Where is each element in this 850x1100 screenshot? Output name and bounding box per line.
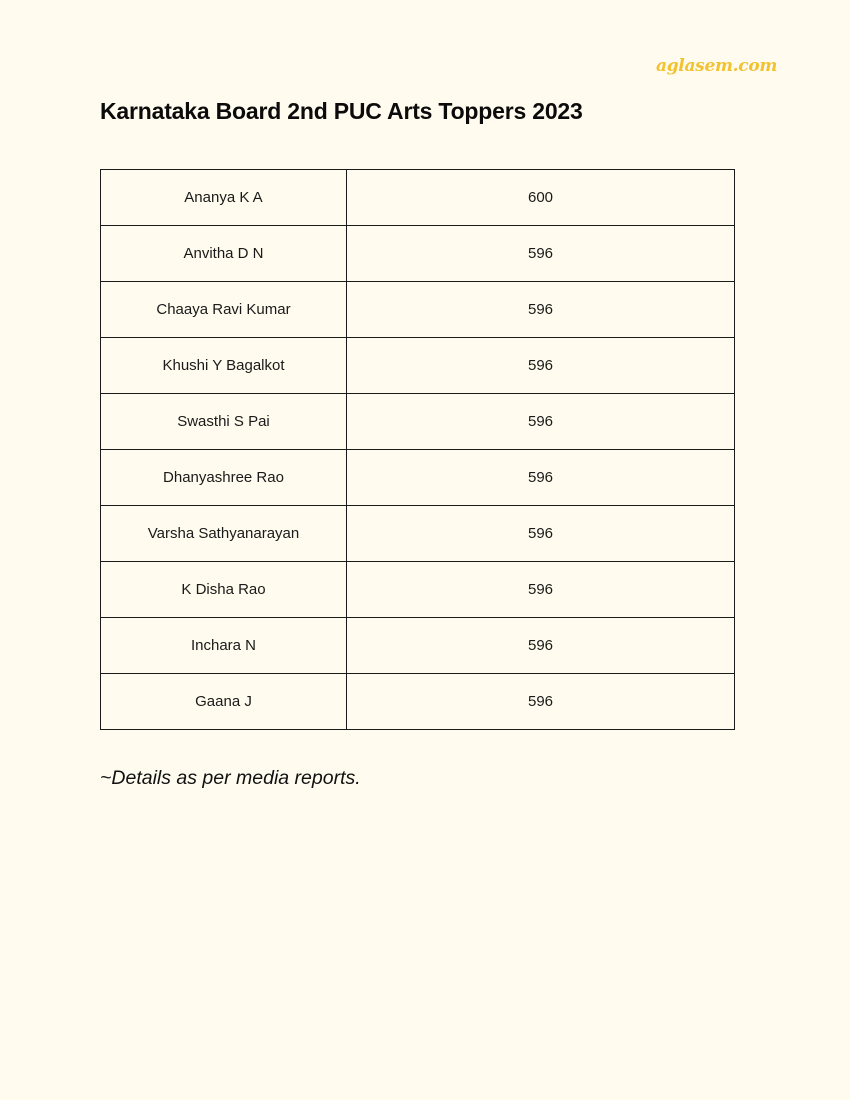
footnote: ~Details as per media reports.	[100, 767, 361, 789]
topper-name-cell: Swasthi S Pai	[101, 394, 347, 450]
topper-score-cell: 596	[347, 226, 735, 282]
topper-score-cell: 596	[347, 674, 735, 730]
brand-logo: aglasem.com	[656, 56, 778, 76]
topper-name-cell: Inchara N	[101, 618, 347, 674]
table-row	[101, 618, 735, 674]
table-row	[101, 394, 735, 450]
table-row	[101, 282, 735, 338]
topper-score-cell: 596	[347, 394, 735, 450]
topper-score-cell: 596	[347, 562, 735, 618]
page-title: Karnataka Board 2nd PUC Arts Toppers 2023	[100, 98, 583, 124]
topper-score-cell: 596	[347, 282, 735, 338]
topper-name-cell: K Disha Rao	[101, 562, 347, 618]
toppers-table	[100, 169, 735, 730]
topper-name-cell: Chaaya Ravi Kumar	[101, 282, 347, 338]
topper-name-cell: Varsha Sathyanarayan	[101, 506, 347, 562]
topper-score-cell: 596	[347, 450, 735, 506]
table-row	[101, 450, 735, 506]
table-row	[101, 562, 735, 618]
topper-score-cell: 600	[347, 170, 735, 226]
topper-name-cell: Ananya K A	[101, 170, 347, 226]
topper-score-cell: 596	[347, 618, 735, 674]
table-row	[101, 338, 735, 394]
topper-name-cell: Gaana J	[101, 674, 347, 730]
topper-name-cell: Khushi Y Bagalkot	[101, 338, 347, 394]
table-row	[101, 674, 735, 730]
topper-name-cell: Dhanyashree Rao	[101, 450, 347, 506]
topper-score-cell: 596	[347, 506, 735, 562]
topper-name-cell: Anvitha D N	[101, 226, 347, 282]
topper-score-cell: 596	[347, 338, 735, 394]
table-row	[101, 506, 735, 562]
table-row	[101, 226, 735, 282]
table-row	[101, 170, 735, 226]
